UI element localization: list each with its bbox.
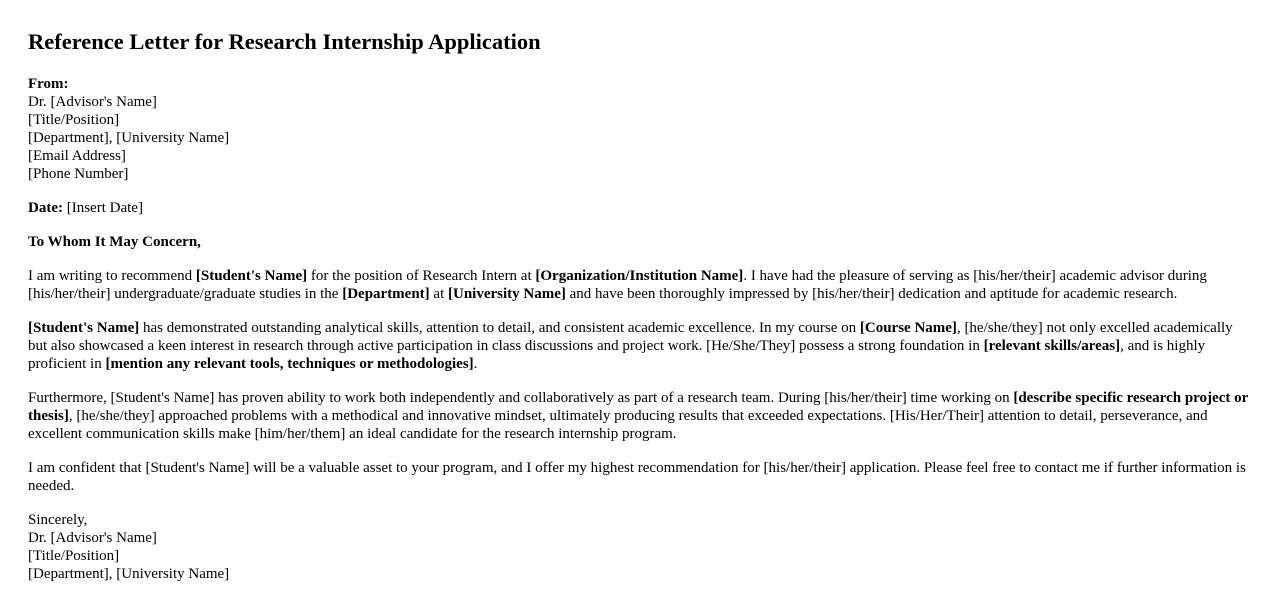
signature-line: [Title/Position] (28, 548, 120, 564)
text-run: I am writing to recommend (28, 268, 196, 284)
from-line: [Department], [University Name] (28, 130, 230, 146)
placeholder-tools: [mention any relevant tools, techniques or methodologies] (105, 356, 474, 372)
text-run: for the position of Research Intern at (307, 268, 536, 284)
signature-line: Dr. [Advisor's Name] (28, 530, 157, 546)
letter-title: Reference Letter for Research Internship Application (28, 29, 541, 54)
text-run: . I have had the pleasure of serving as [his/her/their] academic advisor during [his/her/their] undergraduate/graduate studies in the (28, 268, 1207, 302)
from-line: [Title/Position] (28, 112, 120, 128)
text-run: , and is highly proficient in (28, 338, 1206, 372)
text-run: , [he/she/they] approached problems with a methodical and innovative mindset, ultimately producing results that exceeded expectations. [His/Her/Their] attention to detail, perseverance, and excellent communication skills make [him/her/them] an ideal candidate for the research internship program. (28, 408, 1208, 442)
placeholder-course-name: [Course Name] (859, 320, 957, 336)
placeholder-student-name: [Student's Name] (195, 268, 308, 284)
text-run: has demonstrated outstanding analytical skills, attention to detail, and consistent academic excellence. In my course on (139, 320, 860, 336)
text-run: and have been thoroughly impressed by [his/her/their] dedication and aptitude for academic research. (565, 286, 1178, 302)
signature-line: [Department], [University Name] (28, 566, 230, 582)
paragraph-2 (28, 319, 1248, 373)
paragraph-3 (28, 389, 1248, 443)
placeholder-skills: [relevant skills/areas] (983, 338, 1121, 354)
date-label: Date: (28, 200, 63, 216)
date-value: [Insert Date] (62, 200, 143, 216)
valediction: Sincerely, (28, 512, 88, 528)
text-run: at (429, 286, 448, 302)
text-run: , [he/she/they] not only excelled academically but also showcased a keen interest in research through active participation in class discussions and project work. [He/She/They] possess a strong foundation in (28, 320, 1233, 354)
text-run: Furthermore, [Student's Name] has proven ability to work both independently and collaboratively as part of a research team. During [his/her/their] time working on (28, 390, 1014, 406)
date-line (28, 199, 1248, 217)
salutation-text: To Whom It May Concern, (28, 234, 201, 250)
text-run: . (473, 356, 478, 372)
letter-body (28, 75, 1248, 599)
from-label: From: (28, 76, 69, 92)
placeholder-department: [Department] (342, 286, 430, 302)
from-line: [Phone Number] (28, 166, 129, 182)
from-line: Dr. [Advisor's Name] (28, 94, 157, 110)
placeholder-university: [University Name] (448, 286, 566, 302)
salutation (28, 233, 1248, 251)
paragraph-1 (28, 267, 1248, 303)
placeholder-student-name: [Student's Name] (28, 320, 140, 336)
closing-block (28, 511, 1248, 583)
from-block (28, 75, 1248, 183)
placeholder-project: [describe specific research project or thesis] (28, 390, 1248, 424)
placeholder-organization: [Organization/Institution Name] (535, 268, 744, 284)
paragraph-4: I am confident that [Student's Name] will be a valuable asset to your program, and I offer my highest recommendation for [his/her/their] application. Please feel free to contact me if further information is needed. (28, 460, 1246, 494)
from-line: [Email Address] (28, 148, 126, 164)
